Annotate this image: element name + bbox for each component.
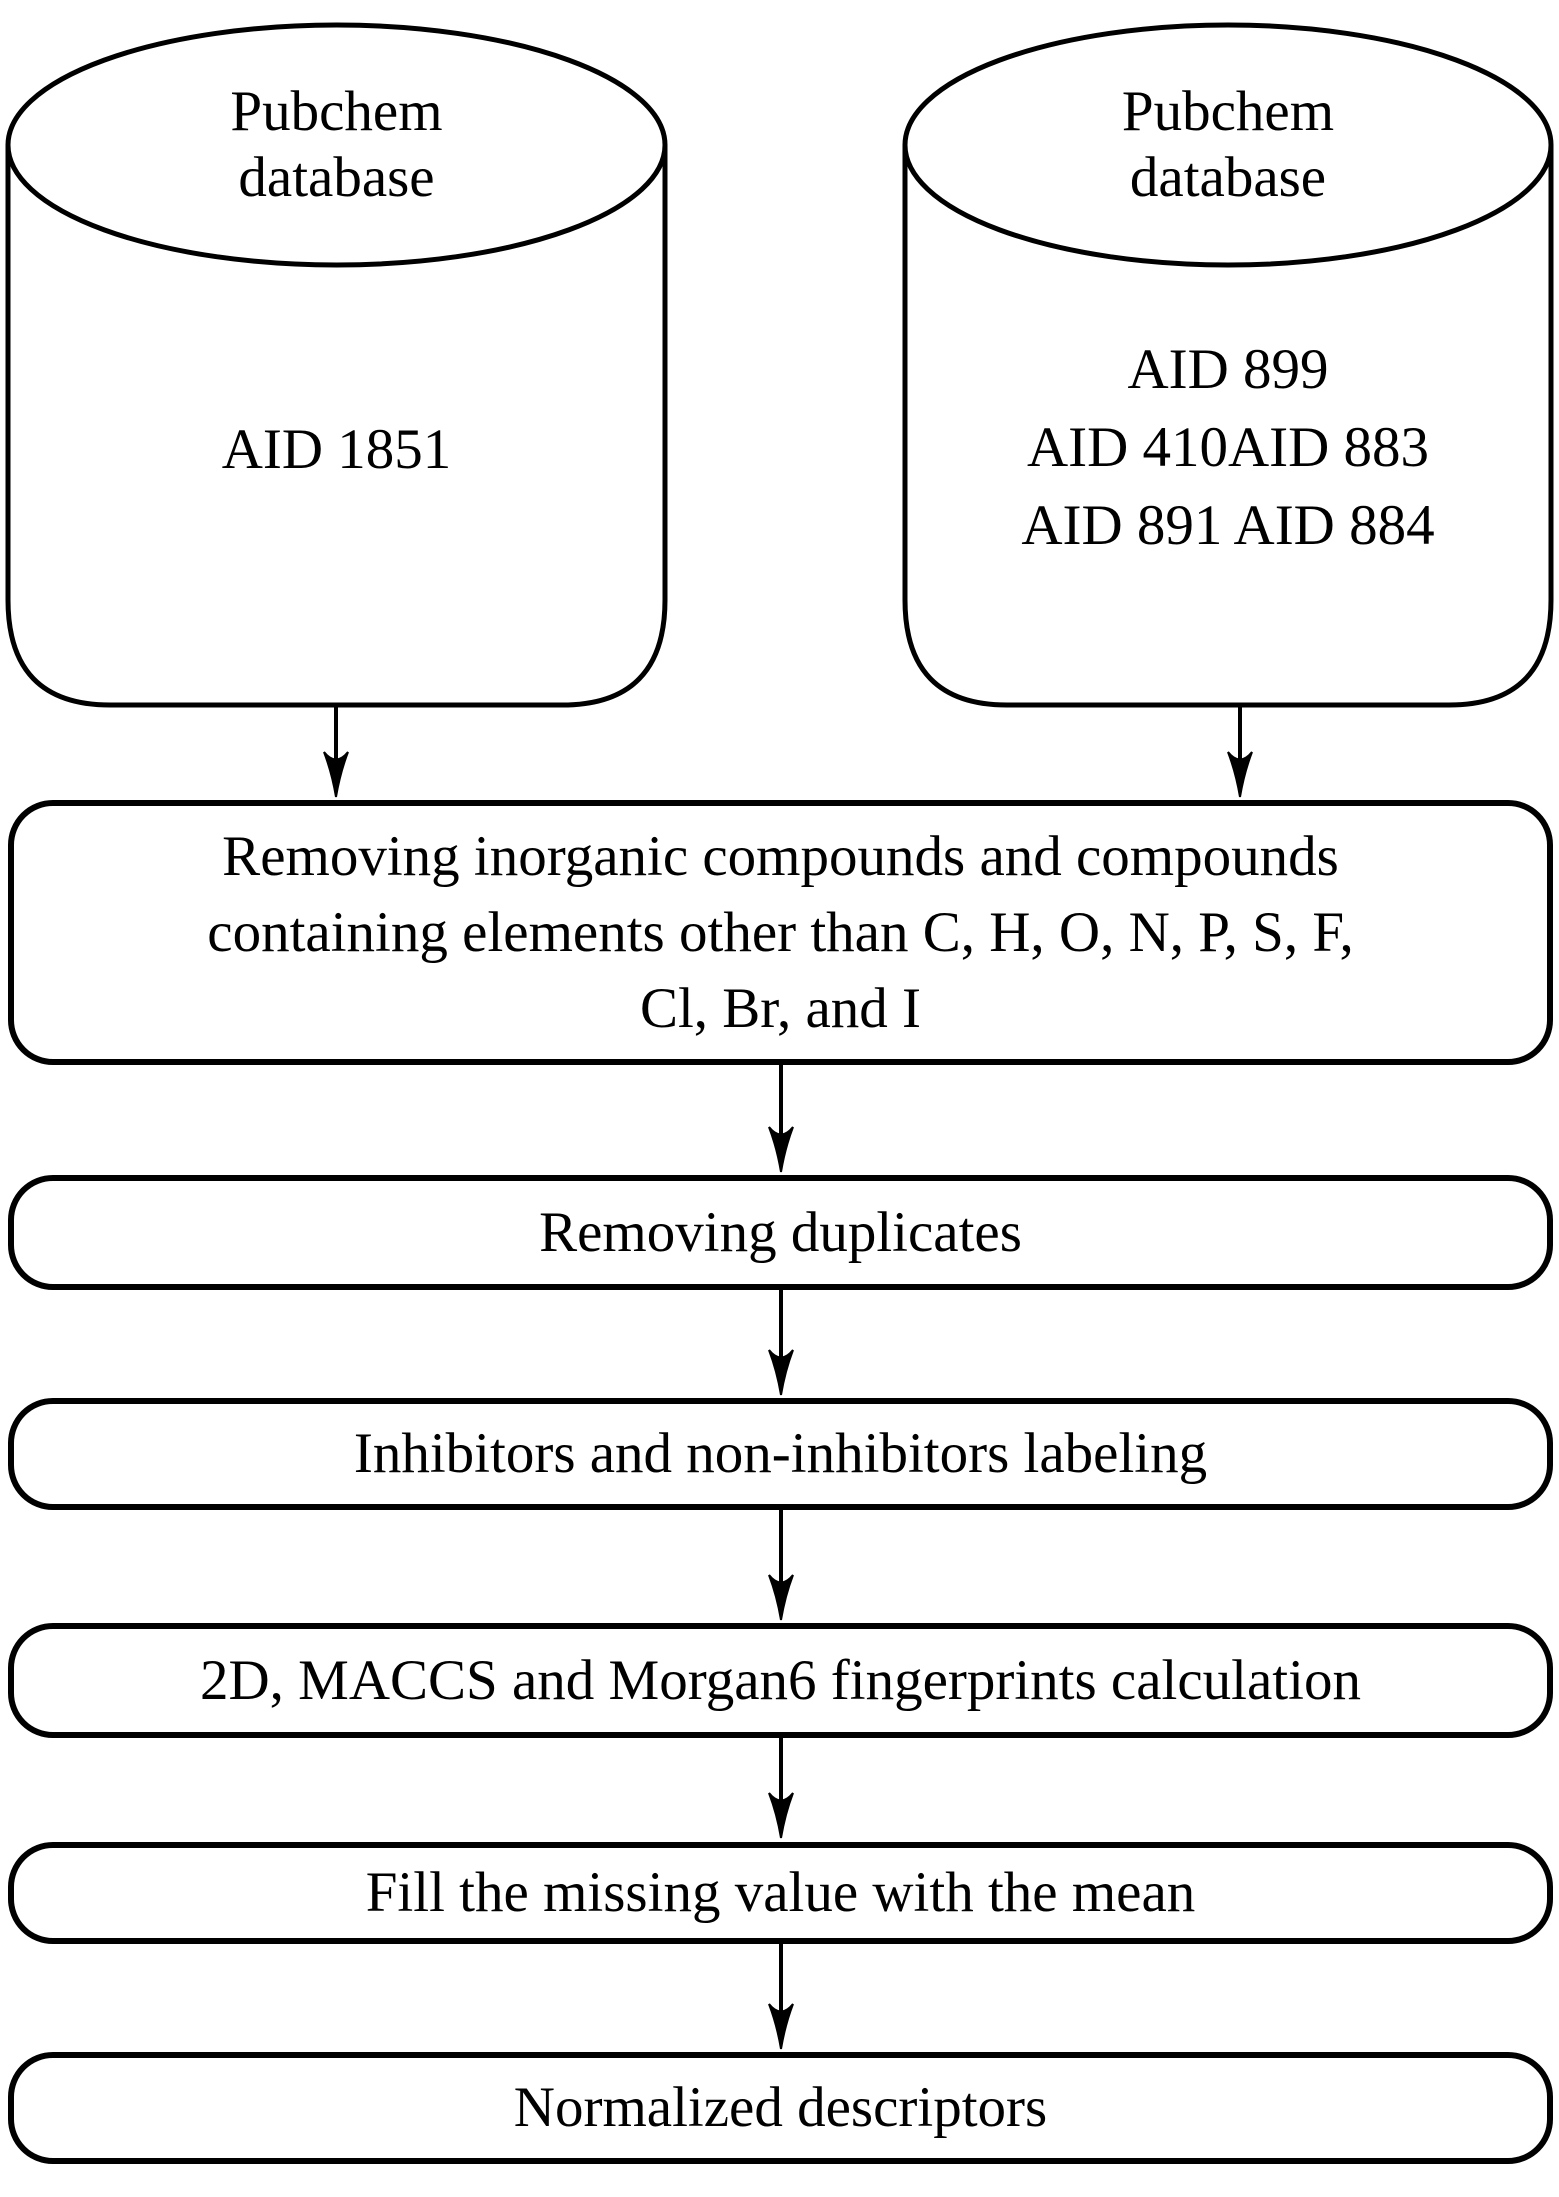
text-line: Fill the missing value with the mean (365, 1861, 1196, 1924)
text-line: AID 1851 (221, 418, 452, 481)
step-box-fingerprints-calculation (8, 1623, 1553, 1738)
text-line: Inhibitors and non-inhibitors labeling (353, 1422, 1208, 1485)
text-line: Removing inorganic compounds and compounds (222, 824, 1339, 888)
text-line: Removing duplicates (539, 1200, 1022, 1264)
right-database-title (928, 79, 1528, 211)
arrow-step5-to-step6 (769, 1944, 793, 2049)
text-line: Cl, Br, and I (639, 976, 922, 1040)
arrow-step2-to-step3 (769, 1290, 793, 1395)
arrow-step1-to-step2 (769, 1065, 793, 1172)
text-line: database (238, 146, 435, 209)
arrow-left-db-to-step1 (324, 705, 348, 797)
step-label (207, 819, 1353, 1047)
text-line: Pubchem (1121, 80, 1335, 143)
text-line: 2D, MACCS and Morgan6 fingerprints calculation (200, 1648, 1361, 1712)
text-line: database (1129, 146, 1327, 209)
text-line: containing elements other than C, H, O, N, P, S, F, (207, 900, 1354, 964)
arrow-step4-to-step5 (769, 1738, 793, 1838)
step-label (366, 1855, 1196, 1931)
text-line: AID 891 AID 884 (1021, 494, 1435, 557)
left-database-aid-list (36, 411, 637, 489)
text-line: Pubchem (230, 80, 443, 143)
left-database-title (36, 79, 637, 211)
step-label (354, 1416, 1207, 1492)
right-database-aid-list (928, 331, 1528, 565)
text-line: AID 899 (1127, 338, 1329, 401)
step-label (200, 1643, 1361, 1719)
step-label (539, 1195, 1022, 1271)
step-box-inhibitor-labeling (8, 1398, 1553, 1510)
step-label (514, 2070, 1047, 2146)
text-line: AID 410AID 883 (1026, 416, 1430, 479)
arrow-step3-to-step4 (769, 1510, 793, 1620)
arrow-right-db-to-step1 (1228, 705, 1252, 797)
text-line: Normalized descriptors (513, 2076, 1048, 2139)
step-box-remove-inorganic (8, 800, 1553, 1065)
step-box-fill-missing-values (8, 1842, 1553, 1944)
step-box-normalized-descriptors (8, 2052, 1553, 2164)
step-box-removing-duplicates (8, 1175, 1553, 1290)
